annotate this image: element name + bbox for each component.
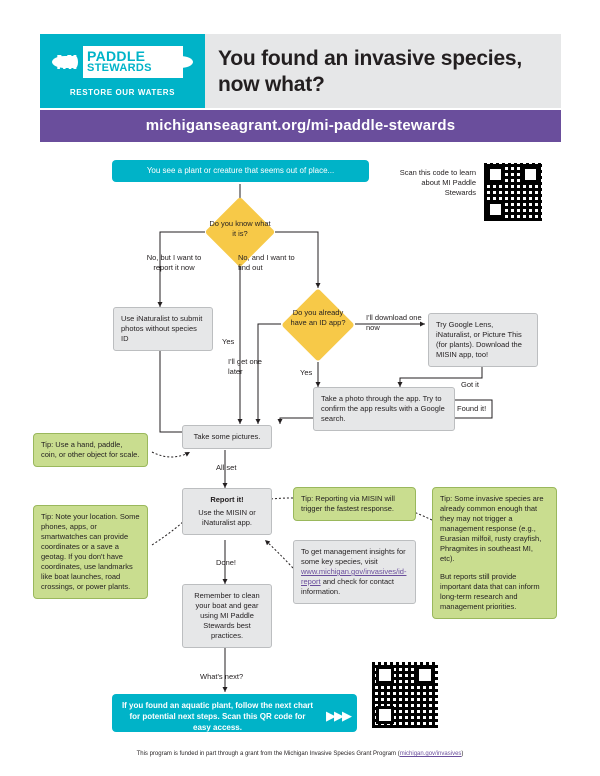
footer-cta-label: If you found an aquatic plant, follow the next chart for potential next steps. Scan this QR code for easy access. (121, 701, 314, 732)
logo-stewards-text: STEWARDS (87, 62, 152, 74)
edge-label-no-find-out: No, and I want to find out (238, 253, 295, 272)
management-insights-link[interactable]: www.michigan.gov/invasives/id-report (301, 567, 407, 586)
url-band (40, 110, 561, 142)
tip-common-species (432, 487, 557, 619)
management-insights-lead: To get management insights for some key species, visit (301, 547, 406, 566)
arrow-right-icons: ▶▶▶ (326, 708, 350, 723)
footer-cta-banner[interactable] (112, 694, 357, 732)
google-lens-node (428, 313, 538, 367)
funding-footnote-text: This program is funded in part through a grant from the Michigan Invasive Species Grant Program ( (136, 751, 400, 757)
tip-location (33, 505, 148, 599)
funding-footnote-link[interactable]: michigan.gov/invasives (399, 751, 462, 757)
clean-boat-label: Remember to clean your boat and gear using MI Paddle Stewards best practices. (194, 591, 260, 640)
edge-label-no-report-now: No, but I want to report it now (146, 253, 202, 272)
edge-label-done: Done! (216, 558, 237, 567)
tip-misin-label: Tip: Reporting via MISIN will trigger the fastest response. (301, 494, 395, 513)
tip-common-species-p2: But reports still provide important data that can inform long-term research and management priorities. (440, 572, 540, 611)
start-node-label: You see a plant or creature that seems out of place... (146, 166, 335, 175)
decision-have-id-app (281, 288, 355, 362)
report-it-node (182, 488, 272, 535)
google-lens-node-label: Try Google Lens, iNaturalist, or Picture This (for plants). Download the MISIN app, too! (436, 320, 522, 359)
edge-label-download-now: I'll download one now (366, 313, 422, 332)
decision-know-what-it-is-label: Do you know what it is? (209, 219, 271, 238)
edge-label-get-one-later: I'll get one later (228, 357, 262, 376)
mi-paddle-stewards-logo (40, 34, 205, 108)
tip-scale (33, 433, 148, 467)
logo-paddle-text: PADDLE (87, 48, 146, 64)
funding-footnote (0, 751, 600, 757)
decision-have-id-app-label: Do you already have an ID app? (290, 308, 346, 327)
photo-through-app-label: Take a photo through the app. Try to confirm the app results with a Google search. (321, 394, 445, 423)
take-pictures-label: Take some pictures. (193, 432, 261, 441)
management-insights-box (293, 540, 416, 604)
edge-label-yes-d1: Yes (222, 337, 235, 346)
edge-label-yes-d2: Yes (300, 368, 313, 377)
funding-footnote-tail: ) (461, 751, 464, 757)
tip-scale-label: Tip: Use a hand, paddle, coin, or other object for scale. (41, 440, 140, 459)
report-it-title: Report it! (210, 495, 244, 504)
tip-common-species-p1: Tip: Some invasive species are already common enough that they may not trigger a management response (e.g., Eurasian milfoil, rusty crayfish, Phragmites in southeast MI, etc). (440, 494, 544, 563)
website-url[interactable]: michiganseagrant.org/mi-paddle-stewards (145, 117, 456, 134)
page-title: You found an invasive species, now what? (218, 47, 523, 96)
whats-next-label: What's next? (200, 672, 244, 681)
tip-location-label: Tip: Note your location. Some phones, apps, or smartwatches can provide coordinates or a save a geotag. If you don't have coordinates, use landmarks like boat launches, road crossings, or power plants. (41, 512, 140, 591)
qr-finder-bottom-left (487, 201, 503, 217)
edge-label-got-it: Got it (461, 380, 479, 389)
qr-code-mi-paddle-stewards[interactable] (484, 163, 542, 221)
logo-paddle-stewards-box (83, 46, 183, 78)
decision-know-what-it-is (205, 206, 275, 258)
start-node (112, 160, 369, 182)
logo-tagline: RESTORE OUR WATERS (69, 88, 176, 97)
qr-finder-bottom-left-2 (376, 706, 394, 724)
clean-boat-node (182, 584, 272, 648)
photo-through-app-node (313, 387, 455, 431)
management-insights-tail: and check for contact information. (301, 577, 394, 596)
edge-label-found-it: Found it! (457, 404, 487, 413)
take-pictures-node (182, 425, 272, 449)
edge-label-all-set: All set (216, 463, 237, 472)
inaturalist-node-label: Use iNaturalist to submit photos without species ID (121, 314, 203, 343)
tip-misin (293, 487, 416, 521)
logo-mi-text: MI (56, 52, 78, 74)
inaturalist-node (113, 307, 213, 351)
scan-instruction-text: Scan this code to learn about MI Paddle Stewards (399, 168, 476, 197)
qr-code-aquatic-plant-next-chart[interactable] (372, 662, 438, 728)
report-it-body: Use the MISIN or iNaturalist app. (198, 508, 256, 527)
